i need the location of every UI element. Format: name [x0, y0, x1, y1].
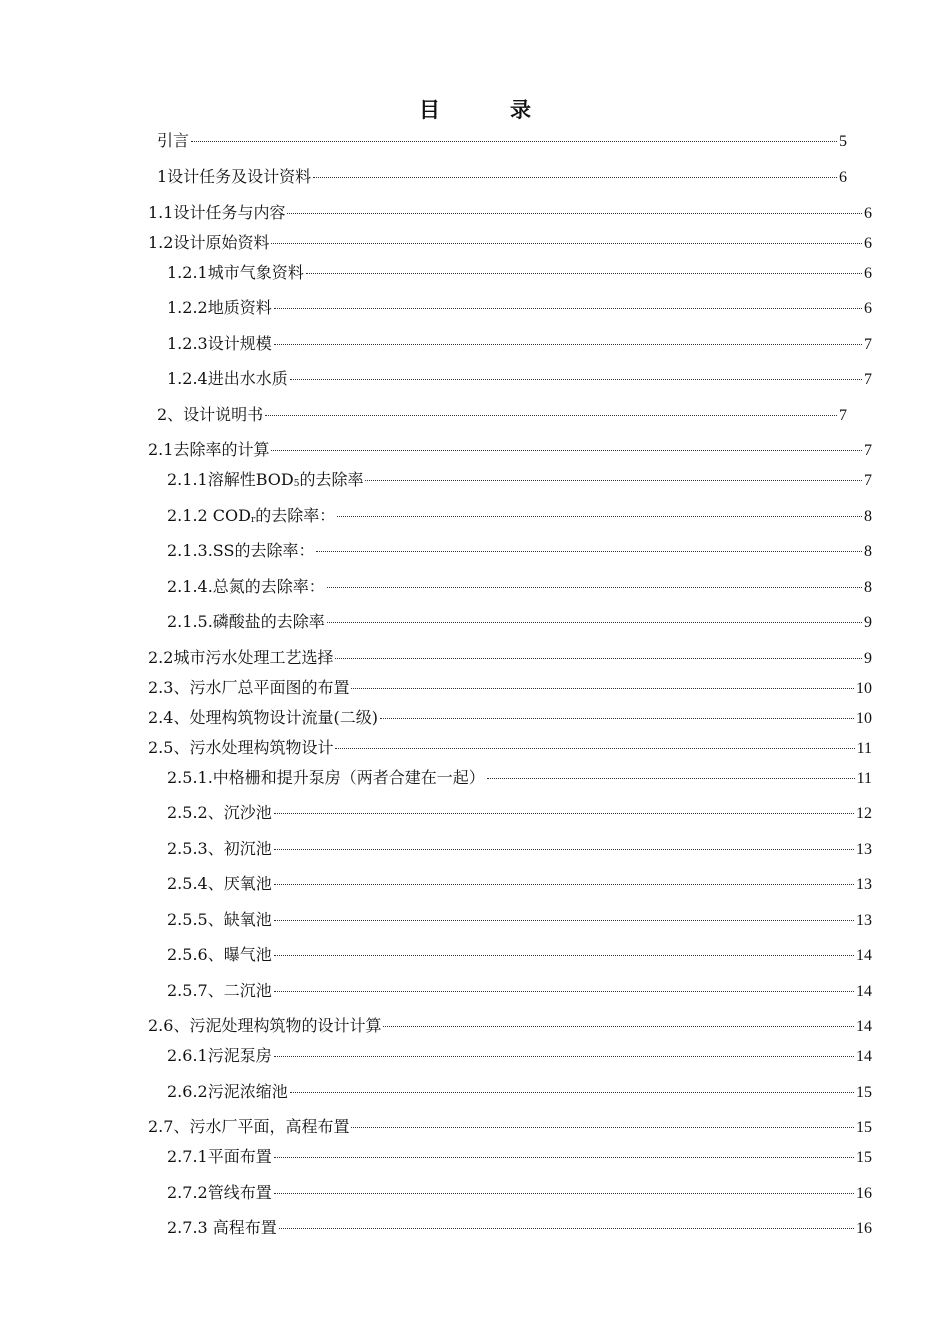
toc-entry-label: 2.5、污水处理构筑物设计 — [148, 738, 334, 757]
toc-leader-dots — [380, 718, 854, 719]
toc-entry-2-6[interactable] — [148, 1015, 872, 1037]
toc-entry-label: 2.5.2、沉沙池 — [167, 803, 272, 822]
toc-entry-label: 1.2.1城市气象资料 — [167, 263, 304, 282]
toc-leader-dots — [274, 1056, 854, 1057]
toc-leader-dots — [316, 551, 862, 552]
toc-leader-dots — [487, 778, 855, 779]
toc-entry-label: 1.1设计任务与内容 — [148, 203, 286, 222]
toc-entry-2-7-1[interactable] — [167, 1146, 872, 1168]
toc-entry-2-5-7[interactable] — [167, 980, 872, 1002]
toc-leader-dots — [313, 177, 837, 178]
toc-entry-page: 10 — [856, 680, 872, 697]
toc-leader-dots — [290, 379, 862, 380]
toc-entry-page: 9 — [864, 650, 872, 667]
toc-entry-2-1-2[interactable] — [167, 505, 872, 527]
toc-entry-2-5-4[interactable] — [167, 873, 872, 895]
toc-title-part1: 目 — [419, 97, 440, 122]
toc-leader-dots — [365, 480, 862, 481]
toc-entry-2-1-3[interactable] — [167, 540, 872, 562]
toc-entry-page: 5 — [839, 133, 847, 150]
toc-entry-label: 2.5.3、初沉池 — [167, 839, 272, 858]
toc-leader-dots — [351, 1127, 854, 1128]
toc-entry-label: 2.6.2污泥浓缩池 — [167, 1082, 288, 1101]
toc-leader-dots — [351, 688, 854, 689]
toc-entry-label: 2.1.3.SS的去除率： — [167, 541, 315, 560]
toc-label-main: 2.1.2 COD — [167, 506, 251, 525]
toc-leader-dots — [274, 955, 854, 956]
toc-leader-dots — [274, 344, 862, 345]
toc-leader-dots — [290, 1092, 854, 1093]
toc-entry-page: 16 — [856, 1220, 872, 1237]
toc-entry-page: 13 — [856, 876, 872, 893]
toc-entry-label: 2.1去除率的计算 — [148, 440, 270, 459]
toc-entry-page: 10 — [856, 710, 872, 727]
toc-entry-label: 1设计任务及设计资料 — [157, 167, 312, 186]
toc-entry-2-6-2[interactable] — [167, 1081, 872, 1103]
toc-entry-page: 14 — [856, 1018, 872, 1035]
toc-entry-2-5-2[interactable] — [167, 802, 872, 824]
toc-entry-page: 9 — [864, 614, 872, 631]
toc-leader-dots — [337, 516, 862, 517]
toc-entry-page: 14 — [856, 947, 872, 964]
toc-entry-2-5-3[interactable] — [167, 838, 872, 860]
toc-title — [0, 94, 950, 124]
toc-entry-label: 2.6、污泥处理构筑物的设计计算 — [148, 1016, 382, 1035]
toc-entry-page: 6 — [864, 300, 872, 317]
toc-entry-label: 2.1.5.磷酸盐的去除率 — [167, 612, 325, 631]
toc-entry-label: 2.5.7、二沉池 — [167, 981, 272, 1000]
toc-leader-dots — [327, 587, 862, 588]
toc-entry-label: 2.7.2管线布置 — [167, 1183, 272, 1202]
toc-entry-1-2-2[interactable] — [167, 297, 872, 319]
toc-entry-page: 16 — [856, 1185, 872, 1202]
toc-entry-page: 15 — [856, 1149, 872, 1166]
toc-label-subscript: r — [250, 515, 256, 525]
toc-entry-page: 11 — [856, 770, 872, 787]
toc-entry-2-1-1[interactable] — [167, 469, 872, 491]
toc-entry-intro[interactable] — [157, 130, 847, 152]
toc-entry-2-6-1[interactable] — [167, 1045, 872, 1067]
toc-entry-2-1[interactable] — [148, 439, 872, 461]
toc-leader-dots — [274, 920, 854, 921]
toc-entry-2-4[interactable] — [148, 707, 872, 729]
toc-entry-1-2-3[interactable] — [167, 333, 872, 355]
toc-label-main: 2.1.1溶解性BOD — [167, 470, 294, 489]
toc-entry-label: 2.7、污水厂平面，高程布置 — [148, 1117, 350, 1136]
toc-entry-page: 7 — [864, 442, 872, 459]
toc-entry-page: 11 — [856, 740, 872, 757]
toc-entry-label: 2.1.4.总氮的去除率： — [167, 577, 325, 596]
toc-entry-page: 6 — [864, 265, 872, 282]
toc-entry-page: 12 — [856, 805, 872, 822]
toc-entry-1-1[interactable] — [148, 202, 872, 224]
toc-leader-dots — [274, 308, 862, 309]
toc-entry-label: 2.5.6、曝气池 — [167, 945, 272, 964]
toc-entry-2[interactable] — [157, 404, 847, 426]
toc-entry-2-1-4[interactable] — [167, 576, 872, 598]
toc-entry-2-5-6[interactable] — [167, 944, 872, 966]
toc-leader-dots — [335, 748, 854, 749]
toc-entry-label: 2.5.1.中格栅和提升泵房（两者合建在一起） — [167, 768, 485, 787]
toc-entry-label: 2、设计说明书 — [157, 405, 264, 424]
toc-entry-2-3[interactable] — [148, 677, 872, 699]
toc-entry-page: 14 — [856, 1048, 872, 1065]
toc-entry-page: 6 — [864, 205, 872, 222]
toc-leader-dots — [274, 849, 854, 850]
toc-entry-1-2[interactable] — [148, 232, 872, 254]
toc-entry-2-7[interactable] — [148, 1116, 872, 1138]
toc-label-tail: 的去除率 — [299, 470, 364, 489]
toc-entry-label: 2.5.4、厌氧池 — [167, 874, 272, 893]
toc-entry-2-5-5[interactable] — [167, 909, 872, 931]
toc-entry-2-1-5[interactable] — [167, 611, 872, 633]
toc-label-subscript: 5 — [293, 479, 300, 489]
toc-entry-page: 8 — [864, 579, 872, 596]
toc-leader-dots — [274, 813, 854, 814]
toc-entry-page: 13 — [856, 912, 872, 929]
toc-entry-label: 1.2.3设计规模 — [167, 334, 272, 353]
toc-title-part2: 录 — [510, 97, 531, 122]
toc-leader-dots — [265, 415, 837, 416]
toc-entry-label — [167, 469, 363, 495]
toc-entry-label: 2.4、处理构筑物设计流量(二级) — [148, 708, 378, 727]
toc-leader-dots — [306, 273, 862, 274]
toc-entry-label: 2.5.5、缺氧池 — [167, 910, 272, 929]
toc-leader-dots — [274, 1193, 854, 1194]
toc-entry-page: 6 — [839, 169, 847, 186]
toc-leader-dots — [274, 1157, 854, 1158]
toc-leader-dots — [271, 450, 862, 451]
toc-entry-label: 1.2.2地质资料 — [167, 298, 272, 317]
toc-label-tail: 的去除率： — [255, 506, 336, 525]
toc-entry-1-2-4[interactable] — [167, 368, 872, 390]
toc-entry-page: 6 — [864, 235, 872, 252]
toc-entry-page: 15 — [856, 1119, 872, 1136]
toc-leader-dots — [191, 141, 837, 142]
toc-leader-dots — [383, 1026, 854, 1027]
toc-entry-label: 引言 — [157, 131, 190, 150]
toc-leader-dots — [274, 884, 854, 885]
toc-entry-page: 13 — [856, 841, 872, 858]
toc-entry-page: 14 — [856, 983, 872, 1000]
toc-leader-dots — [327, 622, 862, 623]
toc-entry-label: 2.6.1污泥泵房 — [167, 1046, 272, 1065]
toc-leader-dots — [335, 658, 862, 659]
toc-leader-dots — [271, 243, 862, 244]
toc-entry-2-2[interactable] — [148, 647, 872, 669]
toc-entry-label — [167, 505, 335, 531]
toc-entry-label: 2.7.1平面布置 — [167, 1147, 272, 1166]
toc-leader-dots — [279, 1228, 854, 1229]
toc-leader-dots — [274, 991, 854, 992]
toc-entry-label: 2.3、污水厂总平面图的布置 — [148, 678, 350, 697]
toc-entry-label: 2.2城市污水处理工艺选择 — [148, 648, 334, 667]
toc-entry-page: 7 — [864, 371, 872, 388]
toc-entry-page: 15 — [856, 1084, 872, 1101]
toc-entry-1-2-1[interactable] — [167, 262, 872, 284]
toc-entry-page: 7 — [864, 472, 872, 489]
toc-entry-label: 1.2设计原始资料 — [148, 233, 270, 252]
toc-entry-2-5-1[interactable] — [167, 767, 872, 789]
toc-entry-page: 7 — [839, 407, 847, 424]
toc-entry-1[interactable] — [157, 166, 847, 188]
toc-entry-label: 2.7.3 高程布置 — [167, 1218, 277, 1237]
toc-entry-2-7-3[interactable] — [167, 1217, 872, 1239]
toc-entry-2-7-2[interactable] — [167, 1182, 872, 1204]
toc-entry-2-5[interactable] — [148, 737, 872, 759]
toc-entry-page: 8 — [864, 543, 872, 560]
toc-entry-page: 8 — [864, 508, 872, 525]
toc-entry-page: 7 — [864, 336, 872, 353]
toc-entry-label: 1.2.4进出水水质 — [167, 369, 288, 388]
toc-leader-dots — [287, 213, 862, 214]
